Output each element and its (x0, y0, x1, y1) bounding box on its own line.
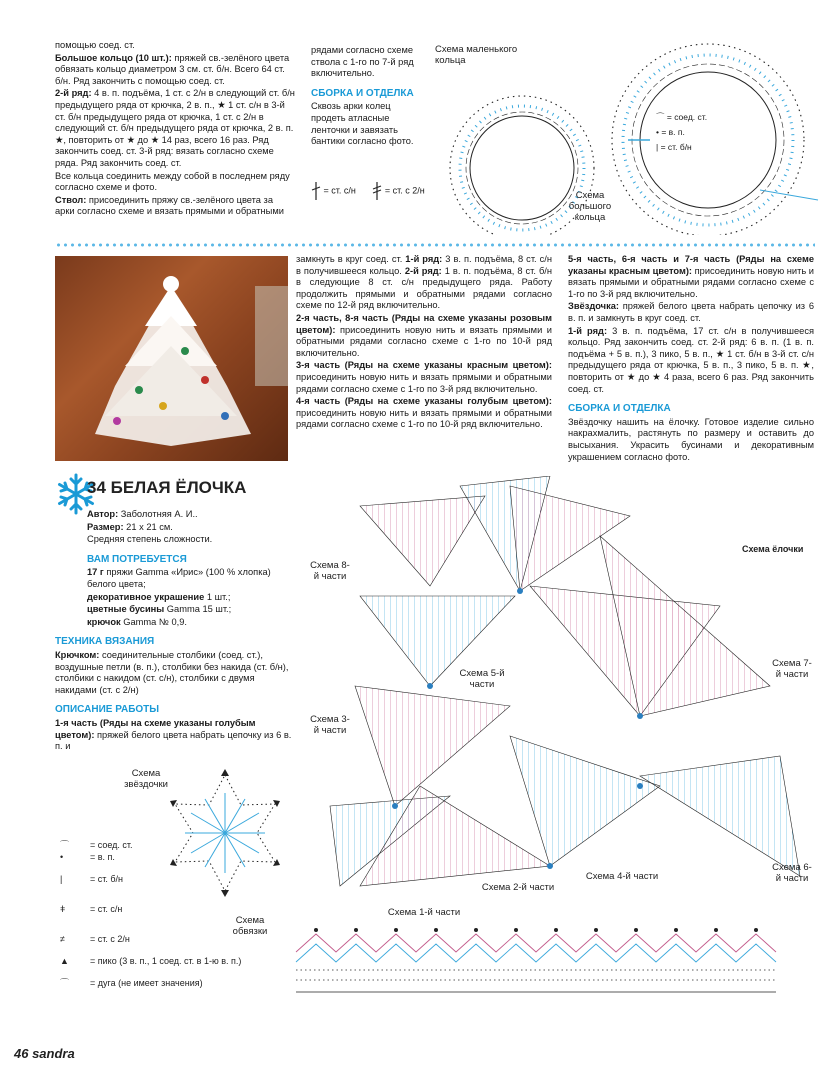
fan-part-8 (360, 496, 485, 586)
legend-row: | = ст. б/н (60, 868, 241, 890)
legend-text: = ст. с 2/н (384, 185, 425, 196)
paragraph: 1-й ряд: 3 в. п. подъёма, 17 ст. с/н в получившееся кольцо. Ряд закончить соед. ст. 2-й ряд: 6 в. п. (1 в. п. подъёма + 5 в. п.), 3 пико, 5 в. п., ★ 1 ст. б/н в 3-й ст. с/н предыдущего ряда от крючка, 5 в. п., 3 пико, 5 в. п. ★, повторить от ★ до ★ 4 раза, всего 6 раз. Ряд закончить соед. ст. (568, 325, 815, 394)
page-title: 34 БЕЛАЯ ЁЛОЧКА (87, 478, 247, 497)
part-1-label: Схема 1-й части (387, 907, 461, 918)
paragraph: рядами согласно схеме ствола с 1-го по 7-й ряд включительно. (311, 45, 414, 79)
arc-icon: ⌒ (60, 978, 70, 988)
list-item: крючок Gamma № 0,9. (87, 616, 187, 627)
paragraph: Крючком: соединительные столбики (соед. ст.), воздушные петли (в. п.), столбики без накида (ст. б/н), столбики с накидом (ст. с/н), столбики с двумя накидами (ст. с 2/н) (55, 649, 289, 695)
text-column-top-left (55, 40, 295, 219)
fan-part-3 (355, 686, 510, 806)
part-5-label: Схема 5-й части (459, 668, 505, 690)
section-heading: ОПИСАНИЕ РАБОТЫ (55, 704, 160, 716)
st-sn-icon: ǂ (60, 904, 66, 914)
materials-list (55, 567, 295, 628)
paragraph: Ствол: присоединить пряжу св.-зелёного цвета за арки согласно схеме и вязать прямыми и обратными (55, 194, 284, 217)
paragraph: Большое кольцо (10 шт.): пряжей св.-зелёного цвета обвязать кольцо диаметром 3 см. ст. б/н. Всего 64 ст. б/н. Ряд закончить с помощью соед. ст. (55, 52, 290, 86)
part-4-label: Схема 4-й части (585, 871, 659, 882)
paragraph: помощью соед. ст. (55, 40, 135, 50)
legend-row: ⌒ = дуга (не имеет значения) (60, 972, 241, 994)
picot-icon: ▲ (60, 956, 69, 966)
list-item: 17 г пряжи Gamma «Ирис» (100 % хлопка) белого цвета; (87, 567, 271, 589)
fan-part-2 (330, 786, 550, 886)
text-column-middle (296, 254, 552, 432)
text-column-left (55, 509, 295, 754)
paragraph: 4-я часть (Ряды на схеме указаны голубым цветом): присоединить новую нить и вязать прямыми и обратными рядами согласно схеме с 1-го по 10-й ряд включительно. (296, 396, 552, 430)
list-item: цветные бусины Gamma 15 шт.; (87, 604, 232, 615)
product-photo (55, 256, 288, 461)
difficulty: Средняя степень сложности. (87, 534, 213, 545)
bar-icon: | (60, 874, 63, 884)
legend-row: ≠ = ст. с 2/н (60, 928, 241, 950)
st-s2n-icon (372, 180, 382, 202)
paragraph: Звёздочку нашить на ёлочку. Готовое изделие сильно накрахмалить, растянуть по размеру и оставить до высыхания. Украсить бусинами и декоративным украшением согласно фото. (568, 416, 814, 462)
legend-text: = ст. с/н (323, 185, 356, 196)
edging-label: Схема обвязки (232, 915, 268, 937)
star-label: Схема звёздочки (124, 768, 168, 790)
arc-icon: ⌒ (60, 840, 70, 850)
dot-icon: • (60, 852, 64, 862)
fan-part-4 (510, 736, 660, 866)
tree-schema-diagram (300, 476, 820, 916)
legend-row: • = в. п. (60, 846, 241, 868)
text-column-right (568, 254, 814, 464)
ring-legend (656, 110, 707, 155)
text-column-top-middle (311, 45, 423, 149)
st-s2n-icon: ≠ (60, 934, 65, 944)
fan-part-top (460, 476, 630, 591)
page-footer: 46 sandra (14, 1046, 75, 1061)
legend-row: ⌒ = соед. ст. (60, 834, 241, 856)
big-ring (612, 44, 818, 235)
author-block (55, 509, 295, 546)
section-heading: ТЕХНИКА ВЯЗАНИЯ (55, 636, 155, 648)
paragraph: 2-я часть, 8-я часть (Ряды на схеме указаны розовым цветом): присоединить новую нить и вязать прямыми и обратными рядами согласно схеме с 1-го по 10-й ряд включительно. (296, 312, 552, 358)
tree-schema-title: Схема ёлочки (742, 544, 804, 554)
part-7-label: Схема 7-й части (772, 658, 812, 680)
separator-dotted (55, 243, 815, 247)
stitch-legend-top (311, 180, 425, 202)
paragraph: Все кольца соединить между собой в последнем ряду согласно схеме и фото. (55, 170, 290, 193)
arc-icon: ⌒ (656, 112, 667, 122)
part-8-label: Схема 8-й части (310, 560, 350, 582)
section-heading: СБОРКА И ОТДЕЛКА (311, 87, 414, 99)
stitch-legend (60, 834, 241, 994)
dot-icon: • (656, 127, 662, 137)
paragraph: Сквозь арки колец продеть атласные ленточки и завязать бантики согласно фото. (311, 101, 414, 147)
paragraph: 2-й ряд: 4 в. п. подъёма, 1 ст. с 2/н в следующий ст. б/н предыдущего ряда от крючка, 2 в. п., ★ 1 ст. с/н в 3-й ст. б/н предыдущего ряда от крючка, 1 ст. с 2/н в следующий ст. б/н предыдущего ряда от крючка, 2 в. п. ★, повторить от ★ до ★ 14 раз, всего 16 раз. Ряд закончить соед. ст. 3-й ряд: вязать согласно схеме ряда. Ряд закончить соед. ст. (55, 88, 295, 168)
part-2-label: Схема 2-й части (481, 882, 555, 893)
author: Автор: Заболотняя А. И.. (87, 509, 198, 519)
small-ring-label: Схема маленького кольца (435, 44, 518, 66)
fan-part-7 (530, 536, 770, 716)
legend-row: ǂ = ст. с/н (60, 898, 241, 920)
size: Размер: 21 х 21 см. (87, 521, 173, 532)
paragraph: Звёздочка: пряжей белого цвета набрать цепочку из 6 в. п. и замкнуть в круг соед. ст. (568, 301, 814, 323)
big-ring-label: Схема большого кольца (568, 190, 612, 223)
legend-row: ▲ = пико (3 в. п., 1 соед. ст. в 1-ю в. п.) (60, 950, 241, 972)
paragraph: 1-я часть (Ряды на схеме указаны голубым цветом): пряжей белого цвета набрать цепочку из 6 в. п. и (55, 717, 292, 752)
list-item: декоративное украшение 1 шт.; (87, 591, 231, 602)
st-sn-icon (311, 180, 321, 202)
part-3-label: Схема 3-й части (310, 714, 350, 736)
legend-row: • = в. п. (656, 127, 685, 137)
legend-row: ⌒ = соед. ст. (656, 112, 708, 122)
paragraph: замкнуть в круг соед. ст. 1-й ряд: 3 в. п. подъёма, 8 ст. с/н в получившееся кольцо. 2-й ряд: 1 в. п. подъёма, 8 ст. б/н в следующие 8 ст. с/н предыдущего ряда. Работу продолжить прямыми и обратными рядами согласно схеме по 12-й ряд включительно. (296, 254, 553, 311)
fan-part-6 (640, 756, 800, 876)
paragraph: 5-я часть, 6-я часть и 7-я часть (Ряды на схеме указаны красным цветом): присоединить новую нить и вязать прямыми и обратными рядами согласно схеме с 1-го по 3-й ряд включительно. (568, 254, 815, 299)
rings-diagram (430, 40, 825, 235)
paragraph: 3-я часть (Ряды на схеме указаны красным цветом): присоединить новую нить и вязать прямыми и обратными рядами согласно схеме с 1-го по 3-й ряд включительно. (296, 360, 552, 394)
section-heading: ВАМ ПОТРЕБУЕТСЯ (87, 553, 187, 565)
edging-diagram (286, 922, 791, 1004)
part-6-label: Схема 6-й части (772, 862, 812, 884)
section-heading: СБОРКА И ОТДЕЛКА (568, 403, 671, 415)
bar-icon: | (656, 142, 661, 152)
legend-row: | = ст. б/н (656, 142, 692, 152)
